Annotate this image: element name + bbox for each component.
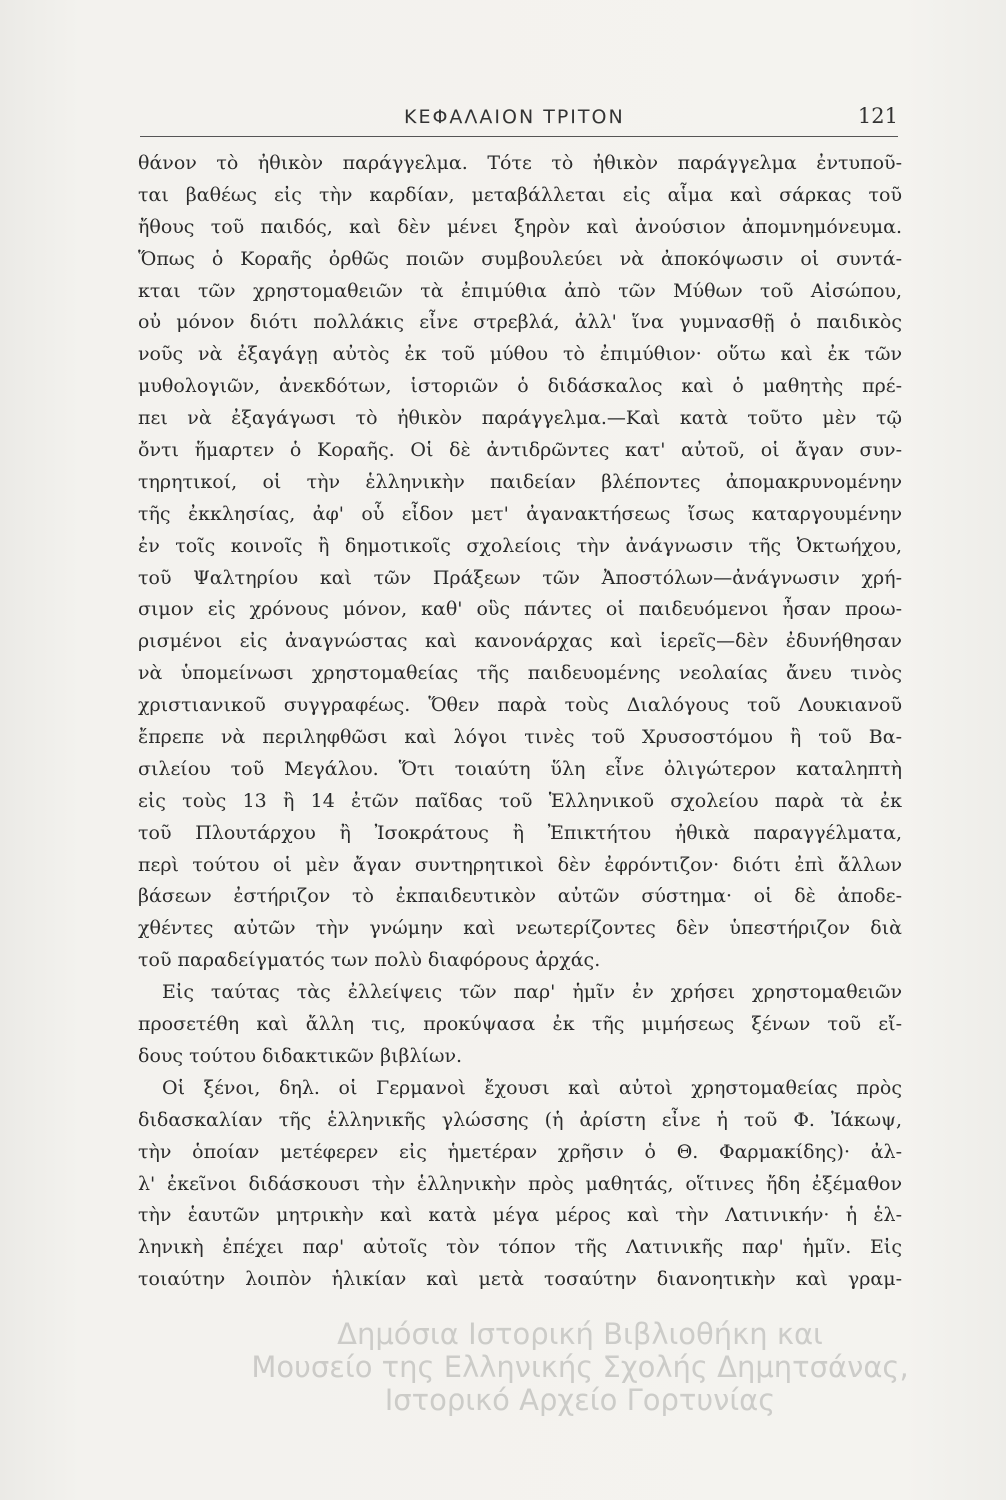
text-line: χθέντες αὐτῶν τὴν γνώμην καὶ νεωτερίζοντες δὲν ὑπεστήριζον διὰ (138, 917, 902, 940)
text-line: νὰ ὑπομείνωσι χρηστομαθείας τῆς παιδευομένης νεολαίας ἄνευ τινὸς (138, 662, 902, 685)
chapter-title: ΚΕΦΑΛΑΙΟΝ ΤΡΙΤΟΝ (404, 106, 625, 128)
text-line: τὴν ὁποίαν μετέφερεν εἰς ἡμετέραν χρῆσιν ὁ Θ. Φαρμακίδης)· ἀλ- (138, 1140, 902, 1163)
text-line: ὄντι ἥμαρτεν ὁ Κοραῆς. Οἱ δὲ ἀντιδρῶντες κατ' αὐτοῦ, οἱ ἄγαν συν- (138, 439, 902, 462)
library-watermark (180, 1318, 980, 1417)
text-line: Εἰς ταύτας τὰς ἐλλείψεις τῶν παρ' ἡμῖν ἐν χρήσει χρηστομαθειῶν (162, 981, 902, 1004)
text-line: τοῦ Πλουτάρχου ἢ Ἰσοκράτους ἢ Ἐπικτήτου ἠθικὰ παραγγέλματα, (138, 821, 902, 844)
text-line: οὐ μόνον διότι πολλάκις εἶνε στρεβλά, ἀλλ' ἵνα γυμνασθῇ ὁ παιδικὸς (138, 311, 902, 334)
text-line: νοῦς νὰ ἐξαγάγῃ αὐτὸς ἐκ τοῦ μύθου τὸ ἐπιμύθιον· οὕτω καὶ ἐκ τῶν (138, 343, 902, 366)
running-header (140, 100, 898, 137)
text-line: εἰς τοὺς 13 ἢ 14 ἐτῶν παῖδας τοῦ Ἑλληνικοῦ σχολείου παρὰ τὰ ἐκ (138, 789, 902, 812)
text-line: σιλείου τοῦ Μεγάλου. Ὅτι τοιαύτη ὕλη εἶνε ὀλιγώτερον καταληπτὴ (138, 757, 902, 780)
text-line: περὶ τούτου οἱ μὲν ἄγαν συντηρητικοὶ δὲν ἐφρόντιζον· διότι ἐπὶ ἄλλων (138, 853, 902, 876)
text-line: Ὅπως ὁ Κοραῆς ὀρθῶς ποιῶν συμβουλεύει νὰ ἀποκόψωσιν οἱ συντά- (138, 247, 902, 270)
text-line: ληνικὴ ἐπέχει παρ' αὐτοῖς τὸν τόπον τῆς Λατινικῆς παρ' ἡμῖν. Εἰς (138, 1236, 902, 1259)
text-line: πει νὰ ἐξαγάγωσι τὸ ἠθικὸν παράγγελμα.—Καὶ κατὰ τοῦτο μὲν τῷ (138, 407, 902, 430)
text-line: ἤθους τοῦ παιδός, καὶ δὲν μένει ξηρὸν καὶ ἀνούσιον ἀπομνημόνευμα. (138, 215, 902, 238)
text-line: μυθολογιῶν, ἀνεκδότων, ἱστοριῶν ὁ διδάσκαλος καὶ ὁ μαθητὴς πρέ- (138, 375, 902, 398)
page-number: 121 (857, 104, 898, 128)
text-line: κται τῶν χρηστομαθειῶν τὰ ἐπιμύθια ἀπὸ τῶν Μύθων τοῦ Αἰσώπου, (138, 279, 902, 302)
body-text (138, 148, 902, 1296)
text-line: σιμον εἰς χρόνους μόνον, καθ' οὓς πάντες οἱ παιδευόμενοι ἦσαν προω- (138, 598, 902, 621)
text-line: λ' ἐκεῖνοι διδάσκουσι τὴν ἑλληνικὴν πρὸς μαθητάς, οἵτινες ἤδη ἐξέμαθον (138, 1172, 902, 1195)
text-line: Οἱ ξένοι, δηλ. οἱ Γερμανοὶ ἔχουσι καὶ αὐτοὶ χρηστομαθείας πρὸς (162, 1076, 902, 1099)
text-line: δους τούτου διδακτικῶν βιβλίων. (138, 1044, 463, 1067)
watermark-line: Δημόσια Ιστορική Βιβλιοθήκη και (337, 1317, 823, 1351)
text-line: θάνον τὸ ἠθικὸν παράγγελμα. Τότε τὸ ἠθικὸν παράγγελμα ἐντυποῦ- (138, 152, 902, 174)
text-line: τοιαύτην λοιπὸν ἡλικίαν καὶ μετὰ τοσαύτην διανοητικὴν καὶ γραμ- (138, 1268, 902, 1291)
text-line: τηρητικοί, οἱ τὴν ἑλληνικὴν παιδείαν βλέποντες ἀπομακρυνομένην (138, 470, 902, 493)
text-line: διδασκαλίαν τῆς ἑλληνικῆς γλώσσης (ἡ ἀρίστη εἶνε ἡ τοῦ Φ. Ἰάκωψ, (138, 1108, 902, 1131)
text-line: τὴν ἑαυτῶν μητρικὴν καὶ κατὰ μέγα μέρος καὶ τὴν Λατινικήν· ἡ ἑλ- (138, 1204, 902, 1227)
text-line: προσετέθη καὶ ἄλλη τις, προκύψασα ἐκ τῆς μιμήσεως ξένων τοῦ εἴ- (138, 1013, 902, 1036)
watermark-line: Ιστορικό Αρχείο Γορτυνίας (384, 1383, 776, 1417)
text-line: ἐν τοῖς κοινοῖς ἢ δημοτικοῖς σχολείοις τὴν ἀνάγνωσιν τῆς Ὀκτωήχου, (138, 534, 902, 557)
watermark-line: Μουσείο της Ελληνικής Σχολής Δημητσάνας, (251, 1350, 909, 1384)
text-line: τῆς ἐκκλησίας, ἀφ' οὗ εἶδον μετ' ἀγανακτήσεως ἴσως καταργουμένην (138, 502, 902, 525)
text-line: χριστιανικοῦ συγγραφέως. Ὅθεν παρὰ τοὺς Διαλόγους τοῦ Λουκιανοῦ (138, 694, 902, 717)
text-line: βάσεων ἐστήριζον τὸ ἐκπαιδευτικὸν αὐτῶν σύστημα· οἱ δὲ ἀποδε- (138, 885, 902, 908)
text-line: ρισμένοι εἰς ἀναγνώστας καὶ κανονάρχας καὶ ἱερεῖς—δὲν ἐδυνήθησαν (138, 630, 902, 653)
text-line: τοῦ Ψαλτηρίου καὶ τῶν Πράξεων τῶν Ἀποστόλων—ἀνάγνωσιν χρή- (138, 566, 902, 589)
text-line: τοῦ παραδείγματός των πολὺ διαφόρους ἀρχάς. (138, 949, 601, 972)
text-line: ται βαθέως εἰς τὴν καρδίαν, μεταβάλλεται εἰς αἷμα καὶ σάρκας τοῦ (138, 183, 902, 206)
text-line: ἔπρεπε νὰ περιληφθῶσι καὶ λόγοι τινὲς τοῦ Χρυσοστόμου ἢ τοῦ Βα- (138, 726, 902, 749)
